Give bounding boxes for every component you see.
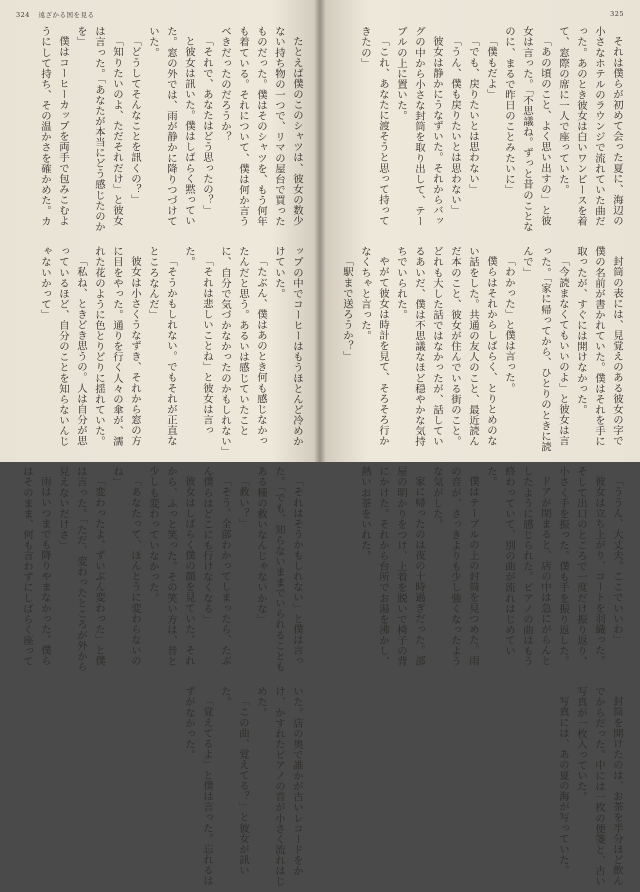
paragraph: 「それはそうかもしれない」と僕は言った。「でも、知らないままでいられることもある種の救いなんじゃないかな」 [255,466,303,672]
paragraph: 「私ね、ときどき思うの。人は自分が思っているほど、自分のことを知らないんじゃないかって」 [39,246,87,447]
right-page-header [610,10,624,18]
paragraph: やがて彼女は時計を見て、そろそろ行かなくちゃと言った。 [359,246,389,447]
paragraph: 「それは悲しいことね」と彼女は言った。 [183,246,213,436]
paragraph: 「どうしてそんなことを訊くの？」 [129,36,141,206]
paragraph: 「でも、戻りたいとは思わない」 [467,36,479,195]
paragraph: 「そう。全部わかってしまったら、たぶん僕らはどこにも行けなくなる」 [201,466,231,667]
paragraph: 家に帰ったのは夜の十時過ぎだった。部屋の明かりをつけ、上着を脱いで椅子の背にかけた。それから台所でお湯を沸かし、熱いお茶をいれた。 [359,466,425,667]
paragraph: 「それで、あなたはどう思ったの？」 [201,36,213,216]
paragraph: 封筒の表には、見覚えのある彼女の字で僕の名前が書かれていた。僕はそれを手に取ったが、すぐには開けなかった。 [575,246,623,447]
right-page-number: 325 [610,10,624,18]
paragraph: 「ううん、大丈夫。ここでいいわ」 [611,476,623,646]
paragraph: 「これ、あなたに渡そうと思って持ってきたの」 [359,26,389,227]
paragraph: 「知りたいのよ、ただそれだけ」と彼女は言った。「あなたが本当にどう感じたのかを」 [75,26,123,232]
paragraph: 彼女は小さくうなずき、それから窓の方に目をやった。通りを行く人々の傘が、濡れた花のように色とりどりに揺れていた。 [93,246,141,447]
paragraph: 「今読まなくてもいいのよ」と彼女は言った。「家に帰ってから、ひとりのときに読んで」 [521,246,569,452]
left-running-head: 遠ざかる国を見る [38,11,95,19]
paragraph: 彼女はしばらく僕の顔を見ていた。それから、ふっと笑った。その笑い方は、昔と少しも変わっていなかった。 [147,466,195,667]
paragraph: 「わかった」と僕は言った。 [503,256,515,394]
paragraph: 僕はテーブルの上の封筒を見つめた。雨の音が、さっきよりも少し強くなったような気がした。 [431,466,479,667]
right-page-body [330,26,626,887]
paragraph: 「覚えてるよ」と僕は言った。忘れるはずがなかった。 [183,686,213,887]
right-page [320,0,640,887]
paragraph: 「うん、僕も戻りたいとは思わない」 [449,36,461,216]
paragraph: 「この曲、覚えてる？」と彼女が訊いた。 [219,686,249,876]
paragraph: 僕らはそれからしばらく、とりとめのない話をした。共通の友人のこと、最近読んだ本のこと、彼女が住んでいる街のこと。どれも大した話ではなかったが、話しているあいだ、僕は不思議なほど穏やかな気持ちでいられた。 [395,246,497,447]
left-page-body [14,26,306,887]
paragraph: 「あなたって、ほんとうに変わらないのね」 [111,466,141,667]
paragraph: 彼女は静かにうなずいた。それからバッグの中から小さな封筒を取り出して、テーブルの上に置いた。 [395,26,443,227]
left-page-number: 324 [16,11,30,19]
paragraph: 「そうかもしれない。でもそれが正直なところなんだ」 [147,246,177,447]
left-page [0,0,320,887]
paragraph: 雨はいつまでも降りやまなかった。僕らはそのまま、何も言わずにしばらく座っていた。店の奥で誰かが古いレコードをかけ、かすれたピアノの音が小さく流れはじめた。 [21,466,303,887]
paragraph: たとえば僕のこのシャツは、彼女の数少ない持ち物の一つで、リマの屋台で買ったものだった。僕はそのシャツを、もう何年も着ている。それについて、僕は何か言うべきだったのだろうか？ [219,26,303,227]
paragraph: 「あの頃のこと、よく思い出すの」と彼女は言った。「不思議ね。ずっと昔のことなのに、まるで昨日のことみたいに」 [503,26,551,232]
paragraph: 「変わったよ。ずいぶん変わった」と僕は言った。「ただ、変わったところが外から見えないだけさ」 [57,466,105,672]
paragraph: 「たぶん、僕はあのとき何も感じなかったんだと思う。あるいは感じていたことに、自分で気づかなかったのかもしれない」 [219,246,267,457]
paragraph: 「僕もだよ」 [485,36,497,100]
paragraph: と彼女は訊いた。僕はしばらく黙っていた。窓の外では、雨が静かに降りつづけていた。 [147,26,195,227]
paragraph: 「駅まで送ろうか？」 [341,256,353,362]
paragraph: 写真には、あの夏の海が写っていた。 [557,696,569,876]
paragraph: 「救い？」 [237,476,249,530]
paragraph: それは僕らが初めて会った夏に、海辺の小さなホテルのラウンジで流れていた曲だった。あのとき彼女は白いワンピースを着て、窓際の席に一人で座っていた。 [557,26,623,227]
left-page-header [16,10,95,19]
paragraph: 封筒を開けたのは、お茶を半分ほど飲んでからだった。中には一枚の便箋と、古い写真が一枚入っていた。 [575,686,623,887]
paragraph: 僕はコーヒーカップを両手で包みこむようにして持ち、その温かさを確かめた。カップの中でコーヒーはもうほとんど冷めかけていた。 [39,26,303,447]
paragraph: 彼女は立ち上がり、コートを羽織った。そして出口のところで一度だけ振り返り、小さく手を振った。僕も手を振り返した。 [557,466,605,667]
paragraph: ドアが閉まると、店の中は急にがらんとしたように感じられた。ピアノの曲はもう終わっていて、別の曲が流れはじめていた。 [485,466,551,667]
